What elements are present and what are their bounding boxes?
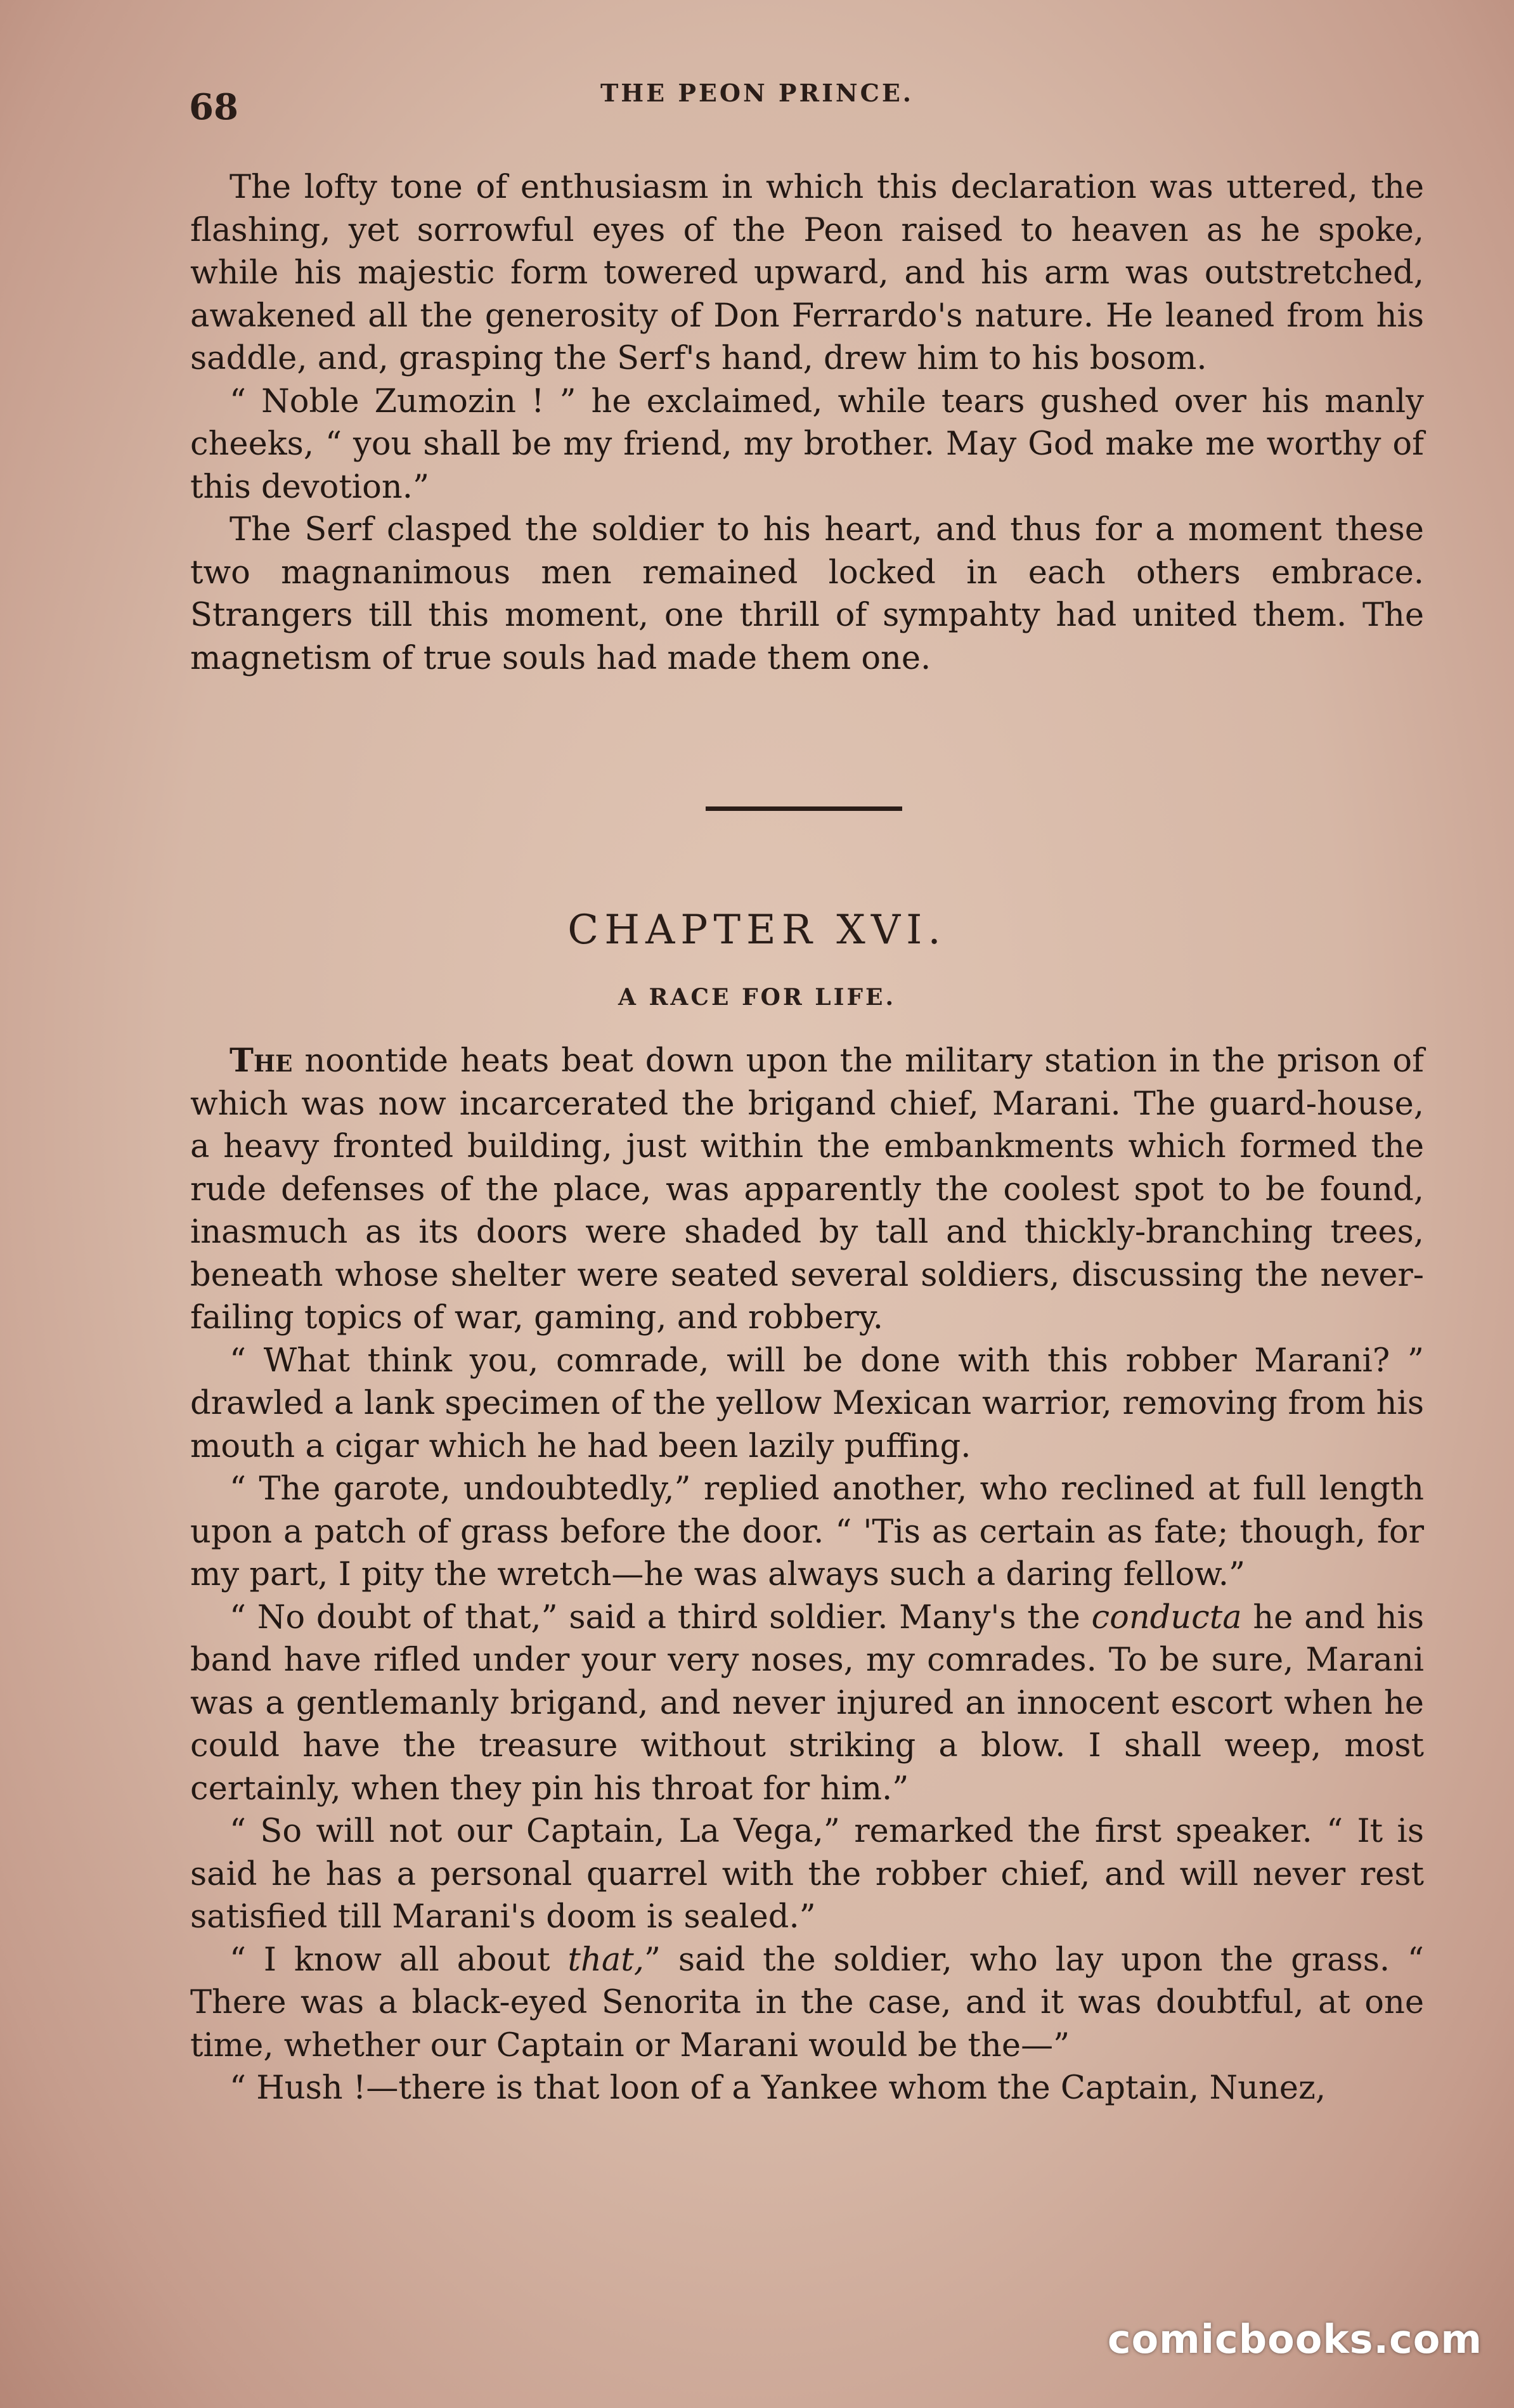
paragraph-text: “ I know all about xyxy=(230,1941,568,1979)
paragraph: “ Hush !—there is that loon of a Yankee whom the Captain, Nunez, xyxy=(230,2069,1326,2107)
chapter-body-text xyxy=(190,1040,1424,2110)
chapter-subtitle: A RACE FOR LIFE. xyxy=(618,984,896,1011)
page-header xyxy=(0,75,1514,132)
paragraph-text: “ No doubt of that,” said a third soldier. Many's the xyxy=(230,1598,1092,1636)
watermark: comicbooks.com xyxy=(1107,2316,1482,2362)
chapter-title: CHAPTER XVI. xyxy=(567,907,947,954)
section-divider xyxy=(706,806,902,811)
paragraph: The Serf clasped the soldier to his heart, and thus for a moment these two magnanimous men remained locked in each others embrace. Strangers till this moment, one thrill of sympahty had united them. The magnetism of true souls had made them one. xyxy=(190,511,1424,677)
paragraph: “ So will not our Captain, La Vega,” remarked the first speaker. “ It is said he has a personal quarrel with the robber chief, and will never rest satisfied till Marani's doom is sealed.” xyxy=(190,1813,1424,1936)
paragraph: “ What think you, comrade, will be done with this robber Marani? ” drawled a lank specimen of the yellow Mexican warrior, removing from his mouth a cigar which he had been lazily puffing. xyxy=(190,1342,1424,1465)
lead-word: The xyxy=(230,1042,293,1080)
paragraph-text: ” said the soldier, who lay upon the grass. “ There was a black-eyed Senorita in the case, and it was doubtful, at one time, whether our Captain or Marani would be the—” xyxy=(190,1941,1424,2064)
italic-word: that, xyxy=(567,1941,644,1979)
chapter-end-text xyxy=(190,166,1424,680)
paragraph-text: noontide heats beat down upon the military station in the prison of which was now incarcerated the brigand chief, Marani. The guard-house, a heavy fronted building, just within the embankments which formed the rude defenses of the place, was apparently the coolest spot to be found, inasmuch as its doors were shaded by tall and thickly-branching trees, beneath whose shelter were seated several soldiers, discussing the never-failing topics of war, gaming, and robbery. xyxy=(190,1042,1424,1337)
paragraph: The lofty tone of enthusiasm in which this declaration was uttered, the flashing, yet sorrowful eyes of the Peon raised to heaven as he spoke, while his majestic form towered upward, and his arm was outstretched, awakened all the generosity of Don Ferrardo's nature. He leaned from his saddle, and, grasping the Serf's hand, drew him to his bosom. xyxy=(190,169,1424,377)
paragraph xyxy=(190,1939,1424,2068)
paragraph: “ Noble Zumozin ! ” he exclaimed, while tears gushed over his manly cheeks, “ you shall be my friend, my brother. May God make me worthy of this devotion.” xyxy=(190,382,1424,506)
paragraph xyxy=(190,1040,1424,1340)
italic-word: conducta xyxy=(1091,1598,1242,1636)
paragraph: “ The garote, undoubtedly,” replied another, who reclined at full length upon a patch of grass before the door. “ 'Tis as certain as fate; though, for my part, I pity the wretch—he was always such a daring fellow.” xyxy=(190,1470,1424,1593)
paragraph-text: he and his band have rifled under your very noses, my comrades. To be sure, Marani was a gentlemanly brigand, and never injured an innocent escort when he could have the treasure without striking a blow. I shall weep, most certainly, when they pin his throat for him.” xyxy=(190,1598,1424,1808)
page-number: 68 xyxy=(189,86,238,128)
running-title: THE PEON PRINCE. xyxy=(600,79,914,107)
paragraph xyxy=(190,1596,1424,1811)
